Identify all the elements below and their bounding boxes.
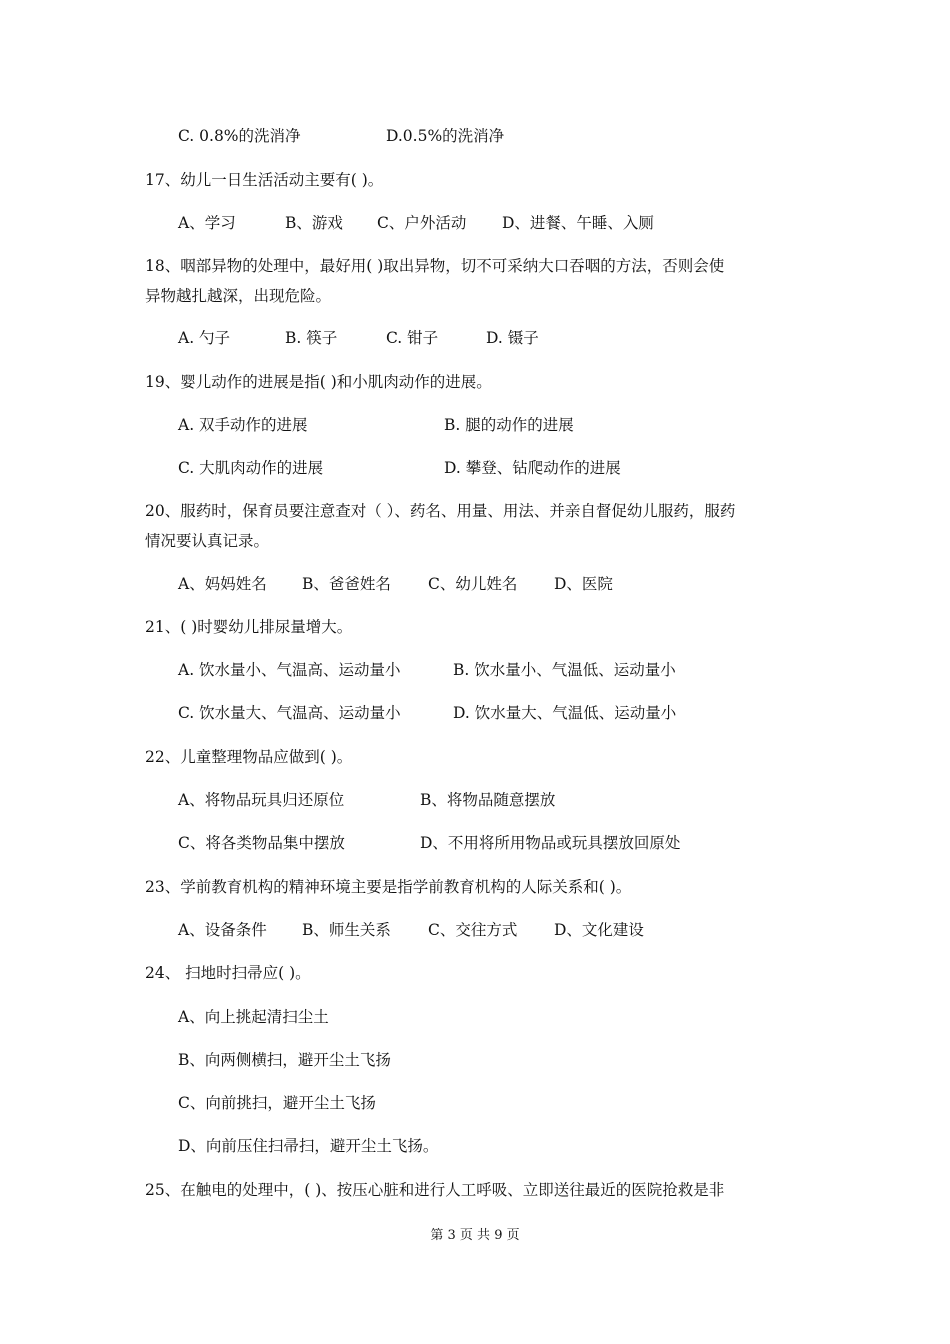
q17-option-a: A、学习 (178, 214, 236, 232)
q23-option-b: B、师生关系 (302, 921, 391, 939)
q24-stem: 24、 扫地时扫帚应( )。 (145, 964, 311, 982)
q17-option-d: D、进餐、午睡、入厕 (502, 214, 654, 232)
q19-stem: 19、婴儿动作的进展是指( )和小肌肉动作的进展。 (145, 373, 492, 391)
q21-option-c: C. 饮水量大、气温高、运动量小 (178, 704, 401, 722)
q22-option-b: B、将物品随意摆放 (420, 791, 556, 809)
q23-option-d: D、文化建设 (554, 921, 644, 939)
q22-option-d: D、不用将所用物品或玩具摆放回原处 (420, 834, 681, 852)
q19-option-a: A. 双手动作的进展 (178, 416, 308, 434)
q18-option-c: C. 钳子 (386, 329, 439, 347)
q17-stem: 17、幼儿一日生活活动主要有( )。 (145, 171, 384, 189)
q17-option-c: C、户外活动 (377, 214, 467, 232)
q16-option-d: D.0.5%的洗消净 (386, 127, 505, 145)
q17-option-b: B、游戏 (285, 214, 343, 232)
q21-stem: 21、( )时婴幼儿排尿量增大。 (145, 618, 353, 636)
q18-stem-line-1: 18、咽部异物的处理中，最好用( )取出异物，切不可采纳大口吞咽的方法，否则会使 (145, 257, 725, 275)
q24-option-d: D、向前压住扫帚扫，避开尘土飞扬。 (178, 1137, 439, 1155)
q24-option-b: B、向两侧横扫，避开尘土飞扬 (178, 1051, 391, 1069)
q20-stem-line-1: 20、服药时，保育员要注意查对（ ）、药名、用量、用法、并亲自督促幼儿服药，服药 (145, 502, 736, 520)
q21-option-b: B. 饮水量小、气温低、运动量小 (453, 661, 676, 679)
q18-option-d: D. 镊子 (486, 329, 539, 347)
q18-option-a: A. 勺子 (178, 329, 231, 347)
q20-option-b: B、爸爸姓名 (302, 575, 391, 593)
q24-option-c: C、向前挑扫，避开尘土飞扬 (178, 1094, 376, 1112)
q21-option-d: D. 饮水量大、气温低、运动量小 (453, 704, 677, 722)
q19-option-b: B. 腿的动作的进展 (444, 416, 574, 434)
q18-stem-line-2: 异物越扎越深，出现危险。 (145, 287, 332, 305)
q20-option-d: D、医院 (554, 575, 613, 593)
q23-option-c: C、交往方式 (428, 921, 518, 939)
q20-option-c: C、幼儿姓名 (428, 575, 518, 593)
q23-stem: 23、学前教育机构的精神环境主要是指学前教育机构的人际关系和( )。 (145, 878, 632, 896)
q25-stem: 25、在触电的处理中，( )、按压心脏和进行人工呼吸、立即送往最近的医院抢救是非 (145, 1181, 725, 1199)
q20-option-a: A、妈妈姓名 (178, 575, 267, 593)
q16-option-c: C. 0.8%的洗消净 (178, 127, 301, 145)
q19-option-c: C. 大肌肉动作的进展 (178, 459, 324, 477)
q20-stem-line-2: 情况要认真记录。 (145, 532, 270, 550)
q21-option-a: A. 饮水量小、气温高、运动量小 (178, 661, 401, 679)
q22-option-a: A、将物品玩具归还原位 (178, 791, 345, 809)
q19-option-d: D. 攀登、钻爬动作的进展 (444, 459, 621, 477)
q24-option-a: A、向上挑起清扫尘土 (178, 1008, 329, 1026)
q22-option-c: C、将各类物品集中摆放 (178, 834, 345, 852)
q18-option-b: B. 筷子 (285, 329, 338, 347)
page-number-footer: 第 3 页 共 9 页 (430, 1228, 520, 1243)
q22-stem: 22、儿童整理物品应做到( )。 (145, 748, 353, 766)
q23-option-a: A、设备条件 (178, 921, 267, 939)
